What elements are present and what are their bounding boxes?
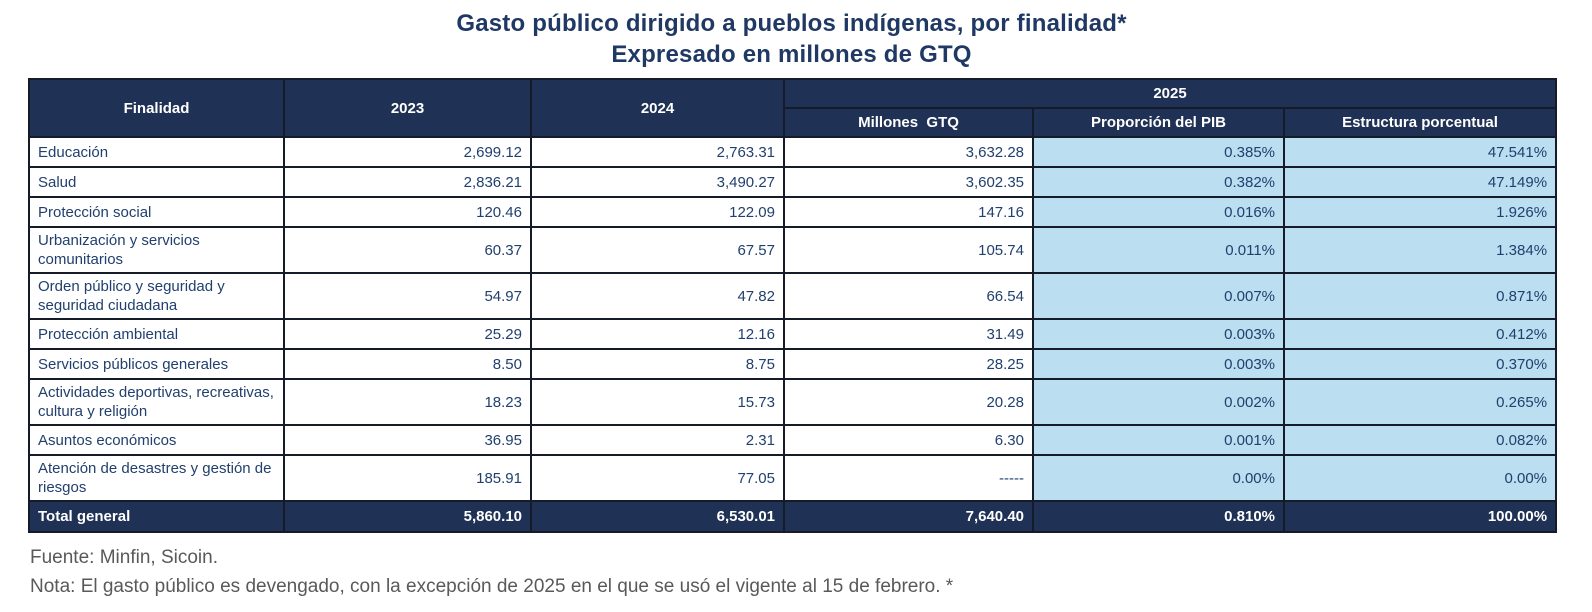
row-2023-cell: 8.50 bbox=[284, 349, 531, 379]
row-2025-pib-cell: 0.001% bbox=[1033, 425, 1284, 455]
row-2025-pib-cell: 0.00% bbox=[1033, 455, 1284, 501]
row-finalidad-cell: Educación bbox=[29, 137, 284, 167]
table-row bbox=[29, 227, 1556, 273]
row-2025-gtq-cell: 3,602.35 bbox=[784, 167, 1033, 197]
table-footnotes bbox=[30, 543, 1592, 601]
row-2023-cell: 36.95 bbox=[284, 425, 531, 455]
row-2025-gtq-cell: 28.25 bbox=[784, 349, 1033, 379]
row-2023-cell: 2,836.21 bbox=[284, 167, 531, 197]
row-finalidad-cell: Orden público y seguridad y seguridad ciudadana bbox=[29, 273, 284, 319]
table-row bbox=[29, 425, 1556, 455]
row-2025-pib-cell: 0.002% bbox=[1033, 379, 1284, 425]
row-2023-cell: 54.97 bbox=[284, 273, 531, 319]
row-2025-pib-cell: 0.003% bbox=[1033, 319, 1284, 349]
row-2024-cell: 77.05 bbox=[531, 455, 784, 501]
row-finalidad-cell: Salud bbox=[29, 167, 284, 197]
row-2023-cell: 18.23 bbox=[284, 379, 531, 425]
table-row bbox=[29, 273, 1556, 319]
row-2025-pib-cell: 0.003% bbox=[1033, 349, 1284, 379]
row-2025-gtq-cell: 20.28 bbox=[784, 379, 1033, 425]
table-row bbox=[29, 137, 1556, 167]
row-2025-pib-cell: 0.007% bbox=[1033, 273, 1284, 319]
total-row bbox=[29, 501, 1556, 532]
table-title-line1: Gasto público dirigido a pueblos indígenas, por finalidad* bbox=[456, 10, 1127, 37]
row-finalidad-cell: Atención de desastres y gestión de riesgos bbox=[29, 455, 284, 501]
row-2023-cell: 25.29 bbox=[284, 319, 531, 349]
row-2024-cell: 2.31 bbox=[531, 425, 784, 455]
table-row bbox=[29, 319, 1556, 349]
table-header bbox=[29, 79, 1556, 137]
row-2024-cell: 8.75 bbox=[531, 349, 784, 379]
row-2025-gtq-cell: 66.54 bbox=[784, 273, 1033, 319]
row-2025-pib-cell: 0.385% bbox=[1033, 137, 1284, 167]
row-2024-cell: 3,490.27 bbox=[531, 167, 784, 197]
row-2025-estructura-cell: 1.384% bbox=[1284, 227, 1556, 273]
total-estructura-cell: 100.00% bbox=[1284, 501, 1556, 532]
header-2025-millones-gtq: Millones GTQ bbox=[784, 108, 1033, 137]
header-2025-proporcion-pib: Proporción del PIB bbox=[1033, 108, 1284, 137]
table-row bbox=[29, 349, 1556, 379]
total-2023-cell: 5,860.10 bbox=[284, 501, 531, 532]
row-finalidad-cell: Servicios públicos generales bbox=[29, 349, 284, 379]
row-2025-estructura-cell: 0.412% bbox=[1284, 319, 1556, 349]
table-row bbox=[29, 167, 1556, 197]
header-2025-group: 2025 bbox=[784, 79, 1556, 108]
report-page bbox=[0, 8, 1592, 612]
row-2025-gtq-cell: 105.74 bbox=[784, 227, 1033, 273]
table-title-line2: Expresado en millones de GTQ bbox=[611, 41, 972, 68]
row-2025-estructura-cell: 47.149% bbox=[1284, 167, 1556, 197]
row-2025-estructura-cell: 1.926% bbox=[1284, 197, 1556, 227]
source-note: Fuente: Minfin, Sicoin. bbox=[30, 547, 218, 568]
table-row bbox=[29, 379, 1556, 425]
row-2025-estructura-cell: 0.00% bbox=[1284, 455, 1556, 501]
row-2025-estructura-cell: 0.082% bbox=[1284, 425, 1556, 455]
row-2024-cell: 2,763.31 bbox=[531, 137, 784, 167]
row-2023-cell: 185.91 bbox=[284, 455, 531, 501]
header-2024: 2024 bbox=[531, 79, 784, 137]
total-pib-cell: 0.810% bbox=[1033, 501, 1284, 532]
row-2023-cell: 2,699.12 bbox=[284, 137, 531, 167]
row-2024-cell: 47.82 bbox=[531, 273, 784, 319]
row-2025-pib-cell: 0.016% bbox=[1033, 197, 1284, 227]
row-2024-cell: 67.57 bbox=[531, 227, 784, 273]
header-finalidad: Finalidad bbox=[29, 79, 284, 137]
row-finalidad-cell: Protección ambiental bbox=[29, 319, 284, 349]
row-finalidad-cell: Protección social bbox=[29, 197, 284, 227]
row-2023-cell: 120.46 bbox=[284, 197, 531, 227]
methodology-note: Nota: El gasto público es devengado, con la excepción de 2025 en el que se usó el vigente al 15 de febrero. * bbox=[30, 576, 954, 597]
header-2023: 2023 bbox=[284, 79, 531, 137]
row-2025-gtq-cell: 147.16 bbox=[784, 197, 1033, 227]
table-title bbox=[28, 8, 1555, 70]
row-2025-estructura-cell: 0.370% bbox=[1284, 349, 1556, 379]
total-2024-cell: 6,530.01 bbox=[531, 501, 784, 532]
row-2023-cell: 60.37 bbox=[284, 227, 531, 273]
row-2025-estructura-cell: 0.871% bbox=[1284, 273, 1556, 319]
total-2025-gtq-cell: 7,640.40 bbox=[784, 501, 1033, 532]
row-2024-cell: 15.73 bbox=[531, 379, 784, 425]
total-label-cell: Total general bbox=[29, 501, 284, 532]
row-finalidad-cell: Asuntos económicos bbox=[29, 425, 284, 455]
row-2024-cell: 12.16 bbox=[531, 319, 784, 349]
spending-table bbox=[28, 78, 1557, 533]
header-2025-estructura-porcentual: Estructura porcentual bbox=[1284, 108, 1556, 137]
row-2025-gtq-cell: ----- bbox=[784, 455, 1033, 501]
row-2025-estructura-cell: 47.541% bbox=[1284, 137, 1556, 167]
row-finalidad-cell: Urbanización y servicios comunitarios bbox=[29, 227, 284, 273]
row-2025-pib-cell: 0.011% bbox=[1033, 227, 1284, 273]
table-row bbox=[29, 197, 1556, 227]
row-2024-cell: 122.09 bbox=[531, 197, 784, 227]
row-2025-gtq-cell: 31.49 bbox=[784, 319, 1033, 349]
row-2025-estructura-cell: 0.265% bbox=[1284, 379, 1556, 425]
row-2025-gtq-cell: 3,632.28 bbox=[784, 137, 1033, 167]
row-2025-gtq-cell: 6.30 bbox=[784, 425, 1033, 455]
table-body bbox=[29, 137, 1556, 501]
row-finalidad-cell: Actividades deportivas, recreativas, cultura y religión bbox=[29, 379, 284, 425]
row-2025-pib-cell: 0.382% bbox=[1033, 167, 1284, 197]
table-row bbox=[29, 455, 1556, 501]
